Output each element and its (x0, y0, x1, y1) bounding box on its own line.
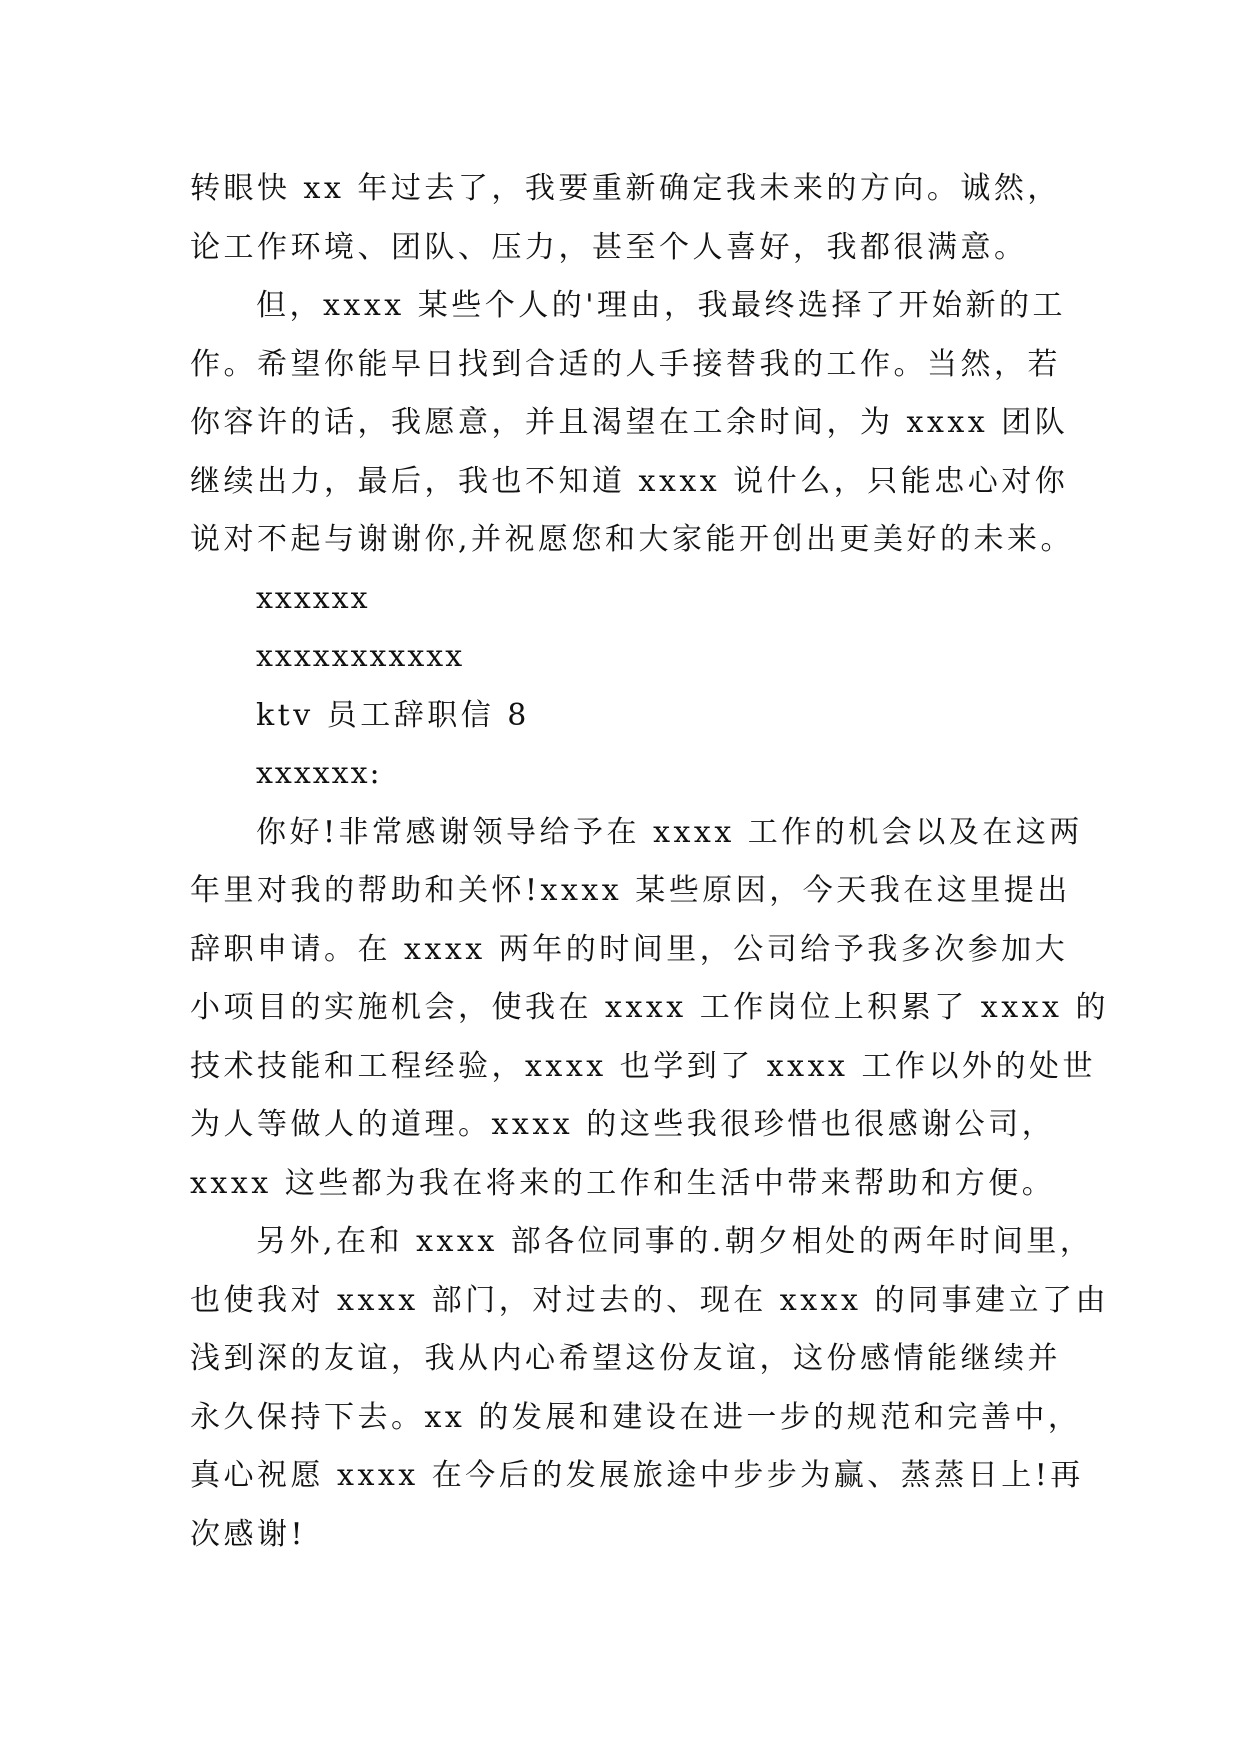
text-line: 也使我对 xxxx 部门，对过去的、现在 xxxx 的同事建立了由 (190, 1282, 1109, 1318)
letter-title: ktv 员工辞职信 8 (256, 697, 530, 733)
paragraph-start-line: 但，xxxx 某些个人的'理由，我最终选择了开始新的工 (256, 288, 1066, 323)
text-line: 次感谢! (190, 1516, 307, 1552)
text-line: 年里对我的帮助和关怀!xxxx 某些原因，今天我在这里提出 (190, 873, 1071, 908)
text-line: 技术技能和工程经验，xxxx 也学到了 xxxx 工作以外的处世 (190, 1048, 1096, 1084)
text-line: 辞职申请。在 xxxx 两年的时间里，公司给予我多次参加大 (190, 931, 1069, 967)
text-line: 为人等做人的道理。xxxx 的这些我很珍惜也很感谢公司， (190, 1107, 1056, 1142)
paragraph-start-line: 另外,在和 xxxx 部各位同事的.朝夕相处的两年时间里， (256, 1224, 1094, 1259)
text-line: 继续出力，最后，我也不知道 xxxx 说什么，只能忠心对你 (190, 463, 1069, 499)
text-line: xxxx 这些都为我在将来的工作和生活中带来帮助和方便。 (190, 1165, 1056, 1201)
date-line: xxxxxxxxxxx (256, 639, 465, 674)
text-line: 说对不起与谢谢你,并祝愿您和大家能开创出更美好的未来。 (190, 522, 1075, 557)
text-line: 小项目的实施机会，使我在 xxxx 工作岗位上积累了 xxxx 的 (190, 990, 1109, 1025)
paragraph-start-line: 你好!非常感谢领导给予在 xxxx 工作的机会以及在这两 (256, 814, 1083, 850)
text-line: 永久保持下去。xx 的发展和建设在进一步的规范和完善中， (190, 1399, 1082, 1435)
text-line: 论工作环境、团队、压力，甚至个人喜好，我都很满意。 (190, 229, 1028, 265)
text-line: 你容许的话，我愿意，并且渴望在工余时间，为 xxxx 团队 (190, 405, 1069, 440)
signature-line: xxxxxx (256, 580, 370, 616)
text-line: 真心祝愿 xxxx 在今后的发展旅途中步步为赢、蒸蒸日上!再 (190, 1458, 1084, 1493)
text-line: 作。希望你能早日找到合适的人手接替我的工作。当然，若 (190, 346, 1061, 382)
salutation: xxxxxx: (256, 756, 382, 791)
letter-body (190, 160, 1109, 1564)
text-line: 转眼快 xx 年过去了，我要重新确定我未来的方向。诚然， (190, 171, 1061, 206)
text-line: 浅到深的友谊，我从内心希望这份友谊，这份感情能继续并 (190, 1341, 1061, 1376)
